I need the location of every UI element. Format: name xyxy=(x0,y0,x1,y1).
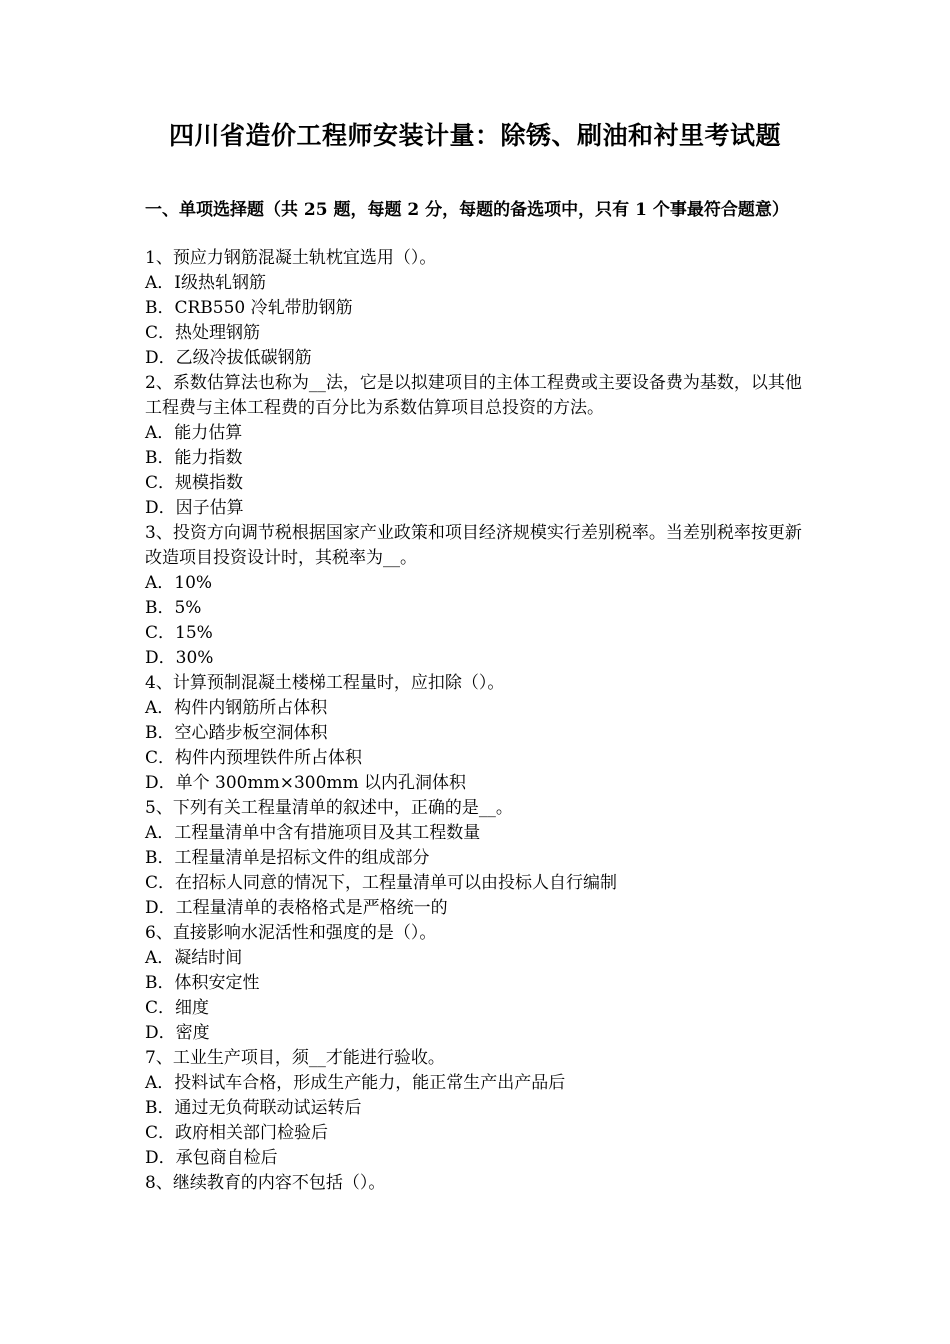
option-item: D．工程量清单的表格格式是严格统一的 xyxy=(145,898,448,918)
question-stem: 3、投资方向调节税根据国家产业政策和项目经济规模实行差别税率。当差别税率按更新改造项目投资设计时，其税率为__。 xyxy=(145,523,802,568)
question-stem: 4、计算预制混凝土楼梯工程量时，应扣除（）。 xyxy=(145,673,505,693)
option-item: C．规模指数 xyxy=(145,473,244,493)
option-item: A．10% xyxy=(145,573,213,593)
option-item: D．因子估算 xyxy=(145,498,244,518)
option-item: A．能力估算 xyxy=(145,423,243,443)
option-item: A．工程量清单中含有措施项目及其工程数量 xyxy=(145,823,481,843)
option-item: C．15% xyxy=(145,623,213,643)
option-item: C．在招标人同意的情况下，工程量清单可以由投标人自行编制 xyxy=(145,873,618,893)
option-item: B．工程量清单是招标文件的组成部分 xyxy=(145,848,430,868)
question-stem: 7、工业生产项目，须__才能进行验收。 xyxy=(145,1048,445,1068)
option-item: B．通过无负荷联动试运转后 xyxy=(145,1098,362,1118)
option-item: A．Ⅰ级热轧钢筋 xyxy=(145,273,266,293)
question-stem: 8、继续教育的内容不包括（）。 xyxy=(145,1173,386,1193)
option-item: D．乙级冷拔低碳钢筋 xyxy=(145,348,312,368)
document-title: 四川省造价工程师安装计量：除锈、刷油和衬里考试题 xyxy=(168,121,781,150)
question-stem: 1、预应力钢筋混凝土轨枕宜选用（）。 xyxy=(145,248,437,268)
option-item: A．投料试车合格，形成生产能力，能正常生产出产品后 xyxy=(145,1073,566,1093)
question-list xyxy=(145,246,810,1196)
option-item: B．体积安定性 xyxy=(145,973,260,993)
option-item: A．凝结时间 xyxy=(145,948,243,968)
option-item: D．30% xyxy=(145,648,214,668)
option-item: C．热处理钢筋 xyxy=(145,323,261,343)
option-item: B．5% xyxy=(145,598,202,618)
question-stem: 5、下列有关工程量清单的叙述中，正确的是__。 xyxy=(145,798,513,818)
option-item: A．构件内钢筋所占体积 xyxy=(145,698,328,718)
option-item: D．承包商自检后 xyxy=(145,1148,278,1168)
option-item: B．空心踏步板空洞体积 xyxy=(145,723,328,743)
question-stem: 2、系数估算法也称为__法，它是以拟建项目的主体工程费或主要设备费为基数，以其他工程费与主体工程费的百分比为系数估算项目总投资的方法。 xyxy=(145,373,802,418)
option-item: C．构件内预埋铁件所占体积 xyxy=(145,748,363,768)
option-item: D．密度 xyxy=(145,1023,210,1043)
question-stem: 6、直接影响水泥活性和强度的是（）。 xyxy=(145,923,437,943)
option-item: B．能力指数 xyxy=(145,448,243,468)
option-item: D．单个 300mm×300mm 以内孔洞体积 xyxy=(145,773,467,793)
option-item: C．细度 xyxy=(145,998,210,1018)
option-item: B．CRB550 冷轧带肋钢筋 xyxy=(145,298,353,318)
section-heading: 一、单项选择题（共 25 题，每题 2 分，每题的备选项中，只有 1 个事最符合题意） xyxy=(145,200,789,220)
option-item: C．政府相关部门检验后 xyxy=(145,1123,329,1143)
